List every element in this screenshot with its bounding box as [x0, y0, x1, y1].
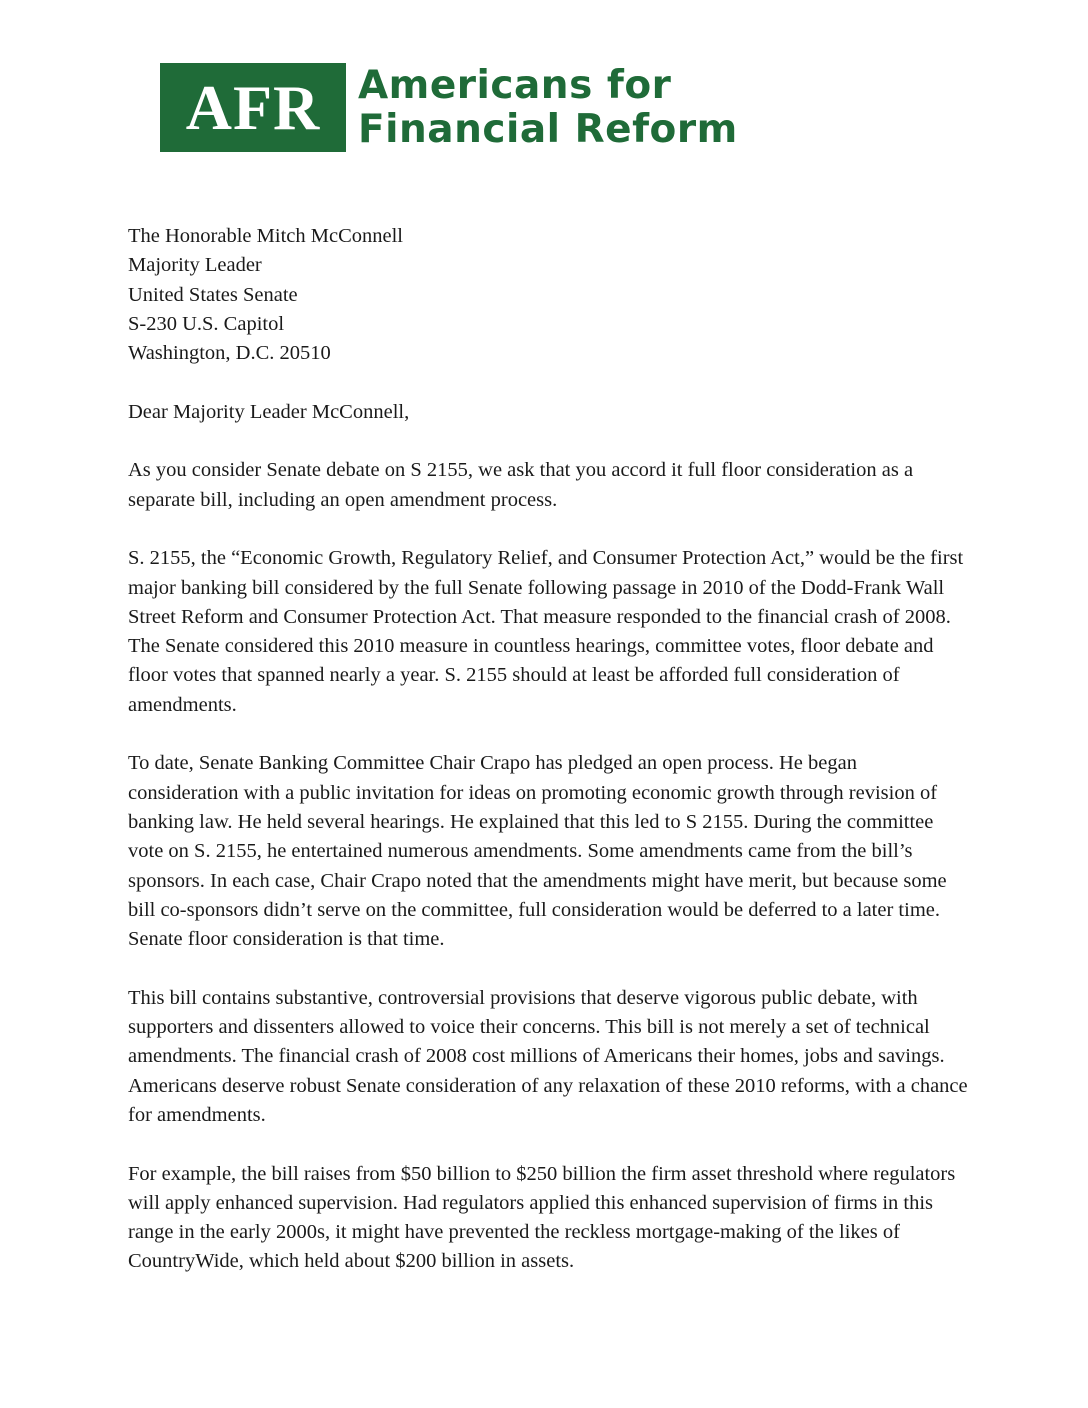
address-line-3: United States Senate — [128, 283, 298, 306]
paragraph-2: S. 2155, the “Economic Growth, Regulatory Relief, and Consumer Protection Act,” would be the first major banking bill considered by the full Senate following passage in 2010 of the Dodd-Frank Wall Street Reform and Consumer Protection Act. That measure responded to the financial crash of 2008. The Senate considered this 2010 measure in countless hearings, committee votes, floor debate and floor votes that spanned nearly a year. S. 2155 should at least be afforded full consideration of amendments. — [128, 547, 964, 716]
letter-body — [128, 222, 968, 1277]
afr-logo — [160, 63, 738, 152]
paragraph-5: For example, the bill raises from $50 billion to $250 billion the firm asset threshold where regulators will apply enhanced supervision. Had regulators applied this enhanced supervision of firms in this range in the early 2000s, it might have prevented the reckless mortgage-making of the likes of CountryWide, which held about $200 billion in assets. — [128, 1162, 956, 1273]
logo-org-name — [358, 64, 738, 152]
address-line-1: The Honorable Mitch McConnell — [128, 225, 403, 247]
paragraph-4: This bill contains substantive, controversial provisions that deserve vigorous public debate, with supporters and dissenters allowed to voice their concerns. This bill is not merely a set of technical amendments. The financial crash of 2008 cost millions of Americans their homes, jobs and savings. Americans deserve robust Senate consideration of any relaxation of these 2010 reforms, with a chance for amendments. — [128, 986, 968, 1126]
recipient-address — [128, 222, 968, 368]
address-line-5: Washington, D.C. 20510 — [128, 342, 331, 365]
logo-name-line1: Americans for — [358, 62, 672, 108]
salutation: Dear Majority Leader McConnell, — [128, 400, 410, 423]
logo-abbr-box: AFR — [160, 63, 346, 152]
address-line-2: Majority Leader — [128, 254, 262, 277]
paragraph-1: As you consider Senate debate on S 2155, we ask that you accord it full floor consideration as a separate bill, including an open amendment process. — [128, 459, 914, 511]
logo-name-line2: Financial Reform — [358, 106, 738, 152]
address-line-4: S-230 U.S. Capitol — [128, 312, 285, 335]
paragraph-3: To date, Senate Banking Committee Chair Crapo has pledged an open process. He began consideration with a public invitation for ideas on promoting economic growth through revision of banking law. He held several hearings. He explained that this led to S 2155. During the committee vote on S. 2155, he entertained numerous amendments. Some amendments came from the bill’s sponsors. In each case, Chair Crapo noted that the amendments might have merit, but because some bill co-sponsors didn’t serve on the committee, full consideration would be deferred to a later time. Senate floor consideration is that time. — [128, 752, 947, 951]
